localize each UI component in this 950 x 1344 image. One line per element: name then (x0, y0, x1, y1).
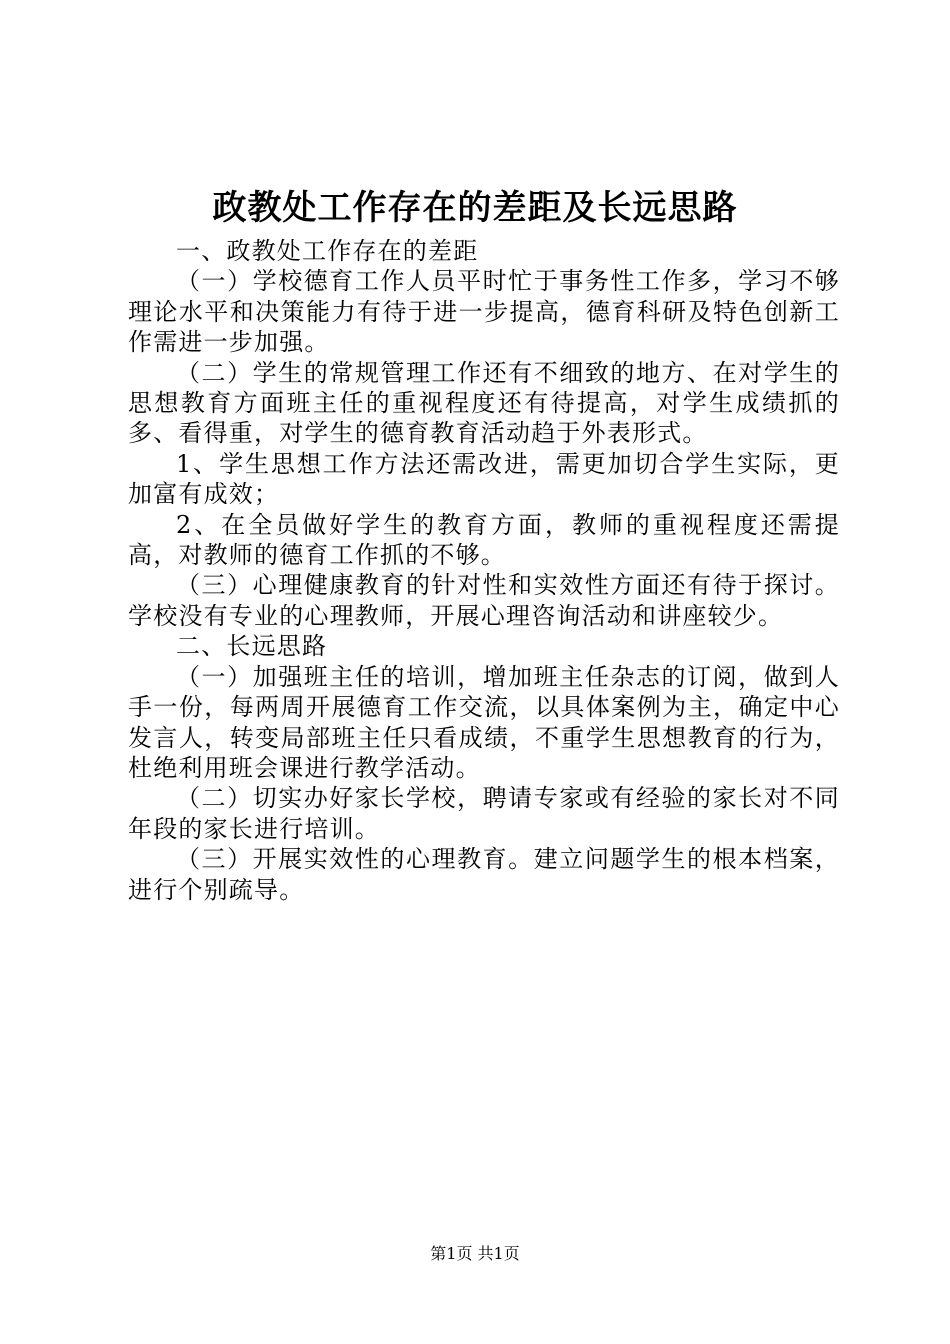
paragraph-plan-3: （三）开展实效性的心理教育。建立问题学生的根本档案，进行个别疏导。 (128, 845, 840, 904)
section-heading-gaps: 一、政教处工作存在的差距 (176, 237, 479, 265)
paragraph-gap-2-item-2: 2、在全员做好学生的教育方面，教师的重视程度还需提高，对教师的德育工作抓的不够。 (128, 510, 840, 570)
paragraph-gap-1: （一）学校德育工作人员平时忙于事务性工作多，学习不够理论水平和决策能力有待于进一步提高，德育科研及特色创新工作需进一步加强。 (128, 267, 840, 357)
paragraph-gap-2: （二）学生的常规管理工作还有不细致的地方、在对学生的思想教育方面班主任的重视程度还有待提高，对学生成绩抓的多、看得重，对学生的德育教育活动趋于外表形式。 (128, 358, 840, 448)
document-title: 政教处工作存在的差距及长远思路 (212, 188, 738, 228)
section-heading-plans: 二、长远思路 (176, 632, 328, 661)
paragraph-gap-3: （三）心理健康教育的针对性和实效性方面还有待于探讨。学校没有专业的心理教师，开展心理咨询活动和讲座较少。 (128, 571, 840, 630)
paragraph-plan-2: （二）切实办好家长学校，聘请专家或有经验的家长对不同年段的家长进行培训。 (128, 784, 840, 843)
paragraph-gap-2-item-1: 1、学生思想工作方法还需改进，需更加切合学生实际，更加富有成效； (128, 449, 840, 509)
document-body (128, 236, 840, 905)
page-footer: 第1页 共1页 (430, 1244, 520, 1263)
paragraph-plan-1: （一）加强班主任的培训，增加班主任杂志的订阅，做到人手一份，每两周开展德育工作交流，以具体案例为主，确定中心发言人，转变局部班主任只看成绩，不重学生思想教育的行为，杜绝利用班会课进行教学活动。 (128, 662, 840, 782)
